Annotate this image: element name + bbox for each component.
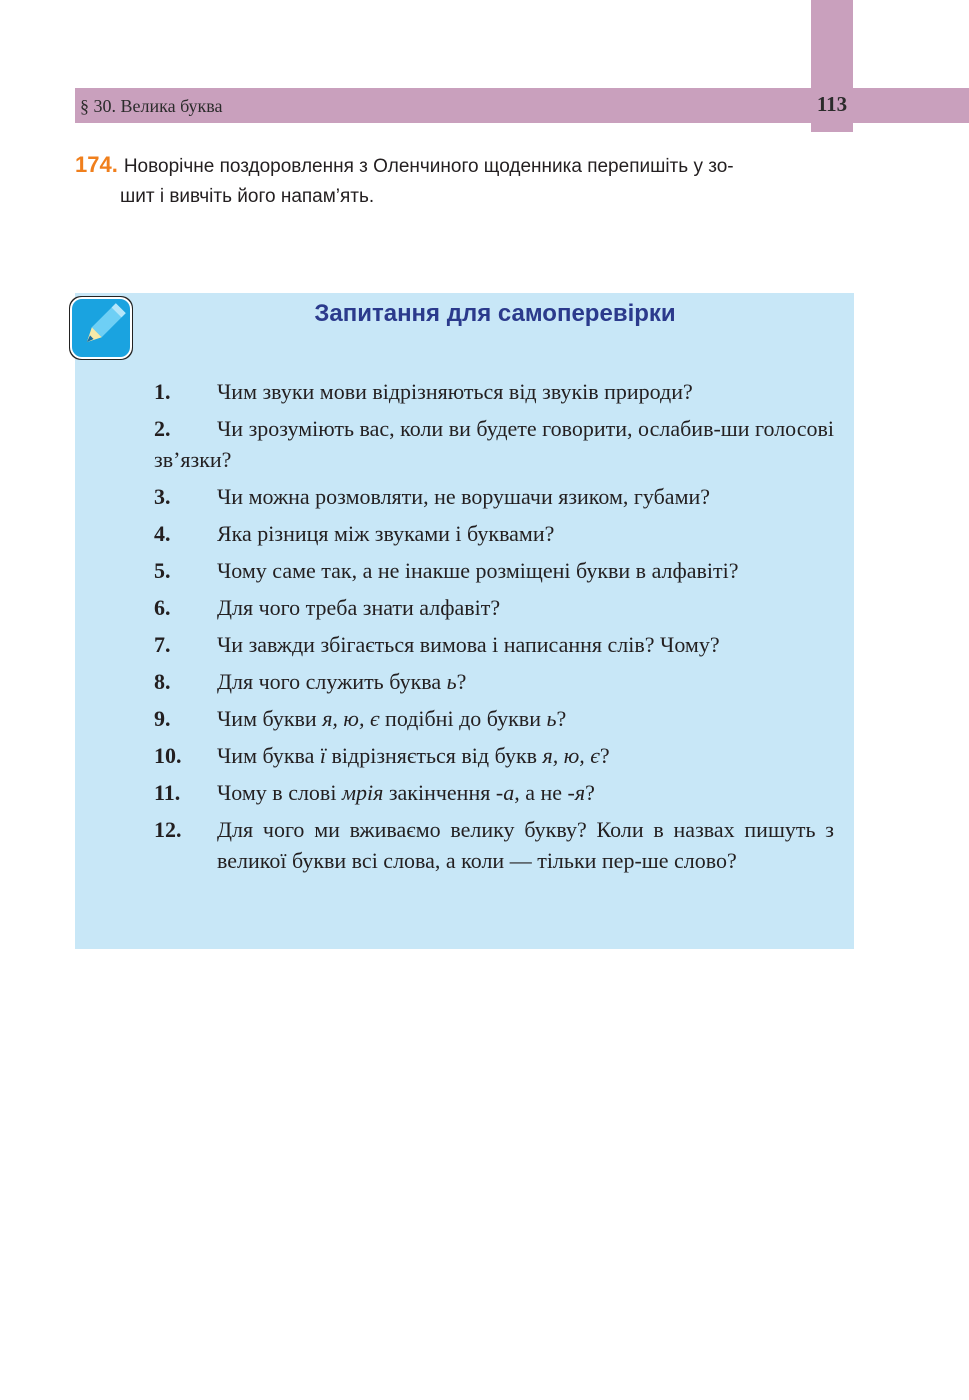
question-number: 7. (154, 632, 171, 657)
question-item (154, 376, 834, 407)
question-text: Чим букви я, ю, є подібні до букви ь? (217, 706, 567, 731)
question-item (154, 518, 834, 549)
question-item (154, 555, 834, 586)
question-number: 3. (154, 484, 171, 509)
self-check-title: Запитання для самоперевірки (314, 300, 676, 327)
question-text: Яка різниця між звуками і буквами? (217, 521, 555, 546)
question-item (154, 592, 834, 623)
questions-list (154, 376, 834, 882)
question-text: Для чого служить буква ь? (217, 669, 467, 694)
question-text: Чи можна розмовляти, не ворушачи язиком, губами? (217, 484, 711, 509)
question-item (154, 740, 834, 771)
question-item (154, 481, 834, 512)
exercise-number: 174. (75, 152, 118, 177)
question-text: Для чого треба знати алфавіт? (217, 595, 501, 620)
question-text: Чим буква ї відрізняється від букв я, ю, є? (217, 743, 610, 768)
question-number: 12. (154, 817, 182, 842)
question-text: Для чого ми вживаємо велику букву? Коли в назвах пишуть з великої букви всі слова, а коли — тільки пер-ше слово? (217, 817, 834, 873)
question-number: 2. (154, 416, 171, 441)
question-text: Чому в слові мрія закінчення -а, а не -я? (217, 780, 595, 805)
question-number: 8. (154, 669, 171, 694)
question-number: 1. (154, 379, 171, 404)
question-item (154, 814, 834, 876)
question-number: 4. (154, 521, 171, 546)
question-number: 9. (154, 706, 171, 731)
question-text: Чи зрозуміють вас, коли ви будете говорити, ослабив-ши голосові зв’язки? (154, 416, 834, 472)
question-text: Чим звуки мови відрізняються від звуків природи? (217, 379, 693, 404)
question-number: 6. (154, 595, 171, 620)
exercise-text-line1: Новорічне поздоровлення з Оленчиного щоденника перепишіть у зо- (123, 156, 734, 177)
question-text: Чи завжди збігається вимова і написання слів? Чому? (217, 632, 720, 657)
exercise-text-line2: шит і вивчіть його напам’ять. (120, 186, 375, 207)
question-number: 11. (154, 780, 181, 805)
question-item (154, 413, 834, 475)
question-number: 10. (154, 743, 182, 768)
exercise-174 (75, 150, 855, 212)
section-title: § 30. Велика буква (80, 96, 223, 116)
question-item (154, 629, 834, 660)
question-item (154, 703, 834, 734)
question-item (154, 666, 834, 697)
question-item (154, 777, 834, 808)
question-text: Чому саме так, а не інакше розміщені букви в алфавіті? (217, 558, 739, 583)
question-number: 5. (154, 558, 171, 583)
page-number: 113 (816, 92, 848, 116)
